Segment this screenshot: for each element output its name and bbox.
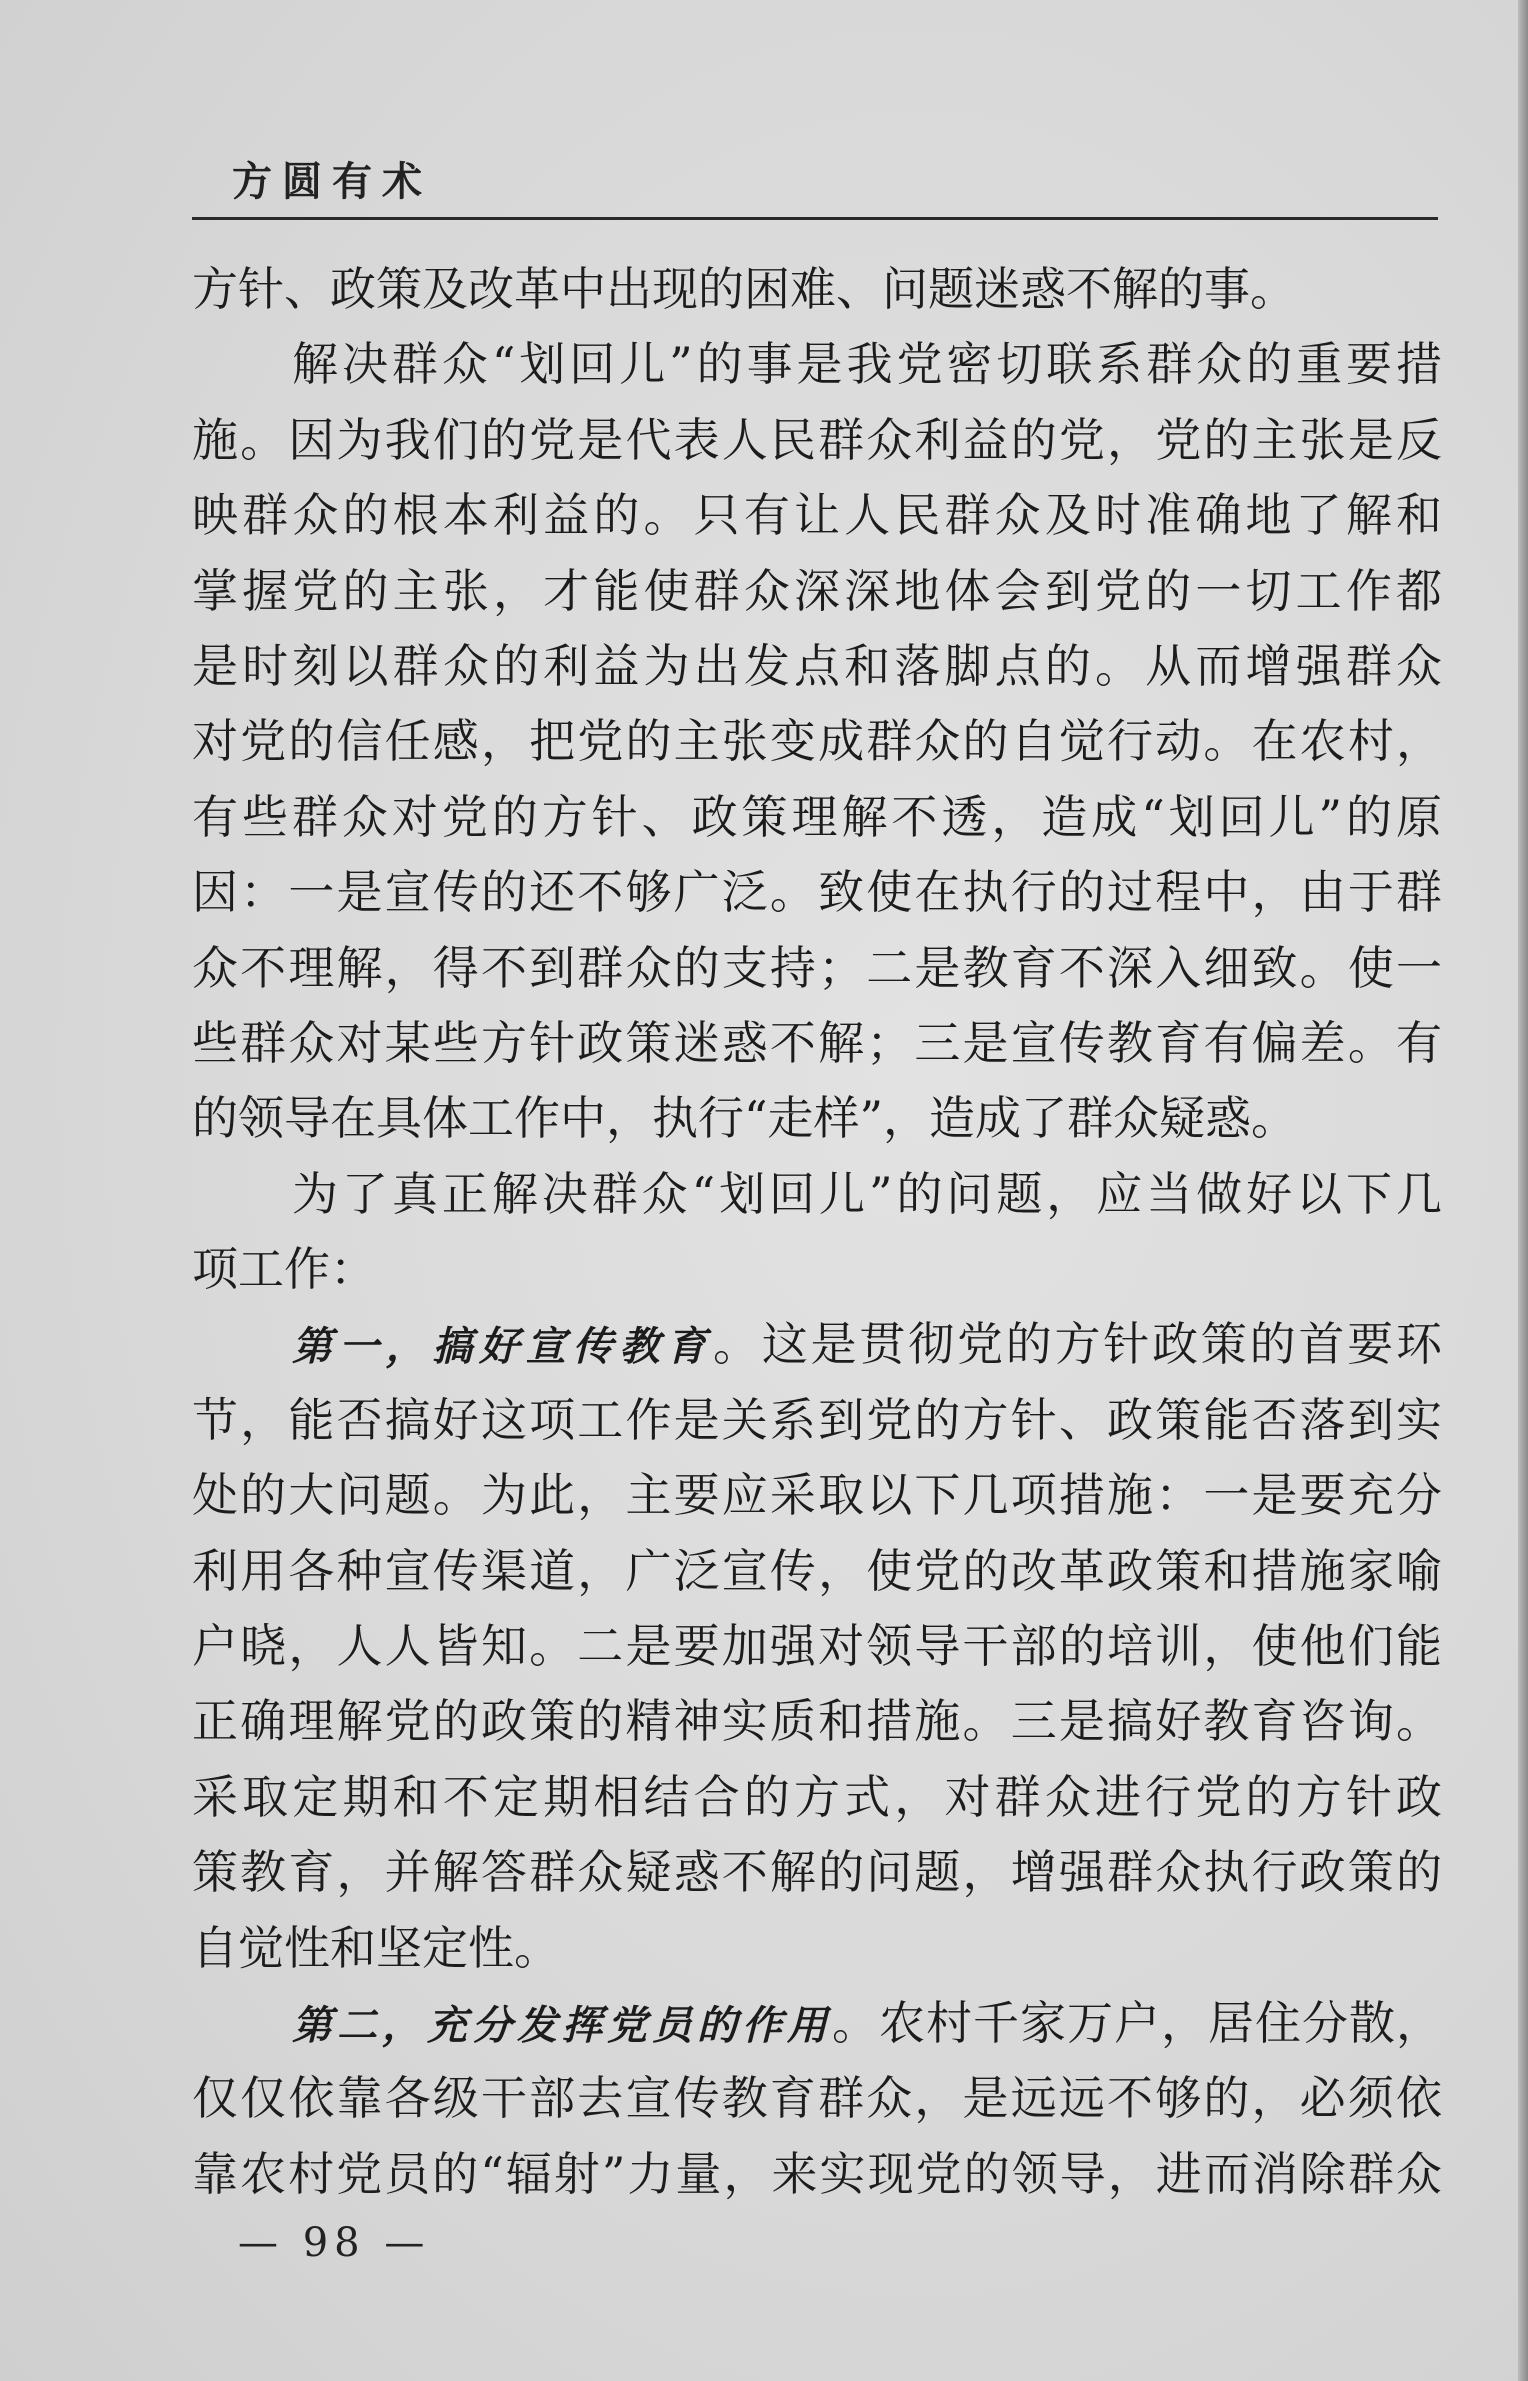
body-text bbox=[192, 252, 1442, 2212]
text-line bbox=[192, 2061, 1442, 2136]
text-line bbox=[192, 704, 1442, 779]
header-rule bbox=[192, 217, 1438, 220]
line-text: 利用各种宣传渠道，广泛宣传，使党的改革政策和措施家喻 bbox=[192, 1543, 1442, 1598]
emphasis-heading: 第二，充分发挥党员的作用 bbox=[292, 2002, 832, 2049]
page-edge-shadow bbox=[1518, 0, 1528, 2381]
line-text: 因：一是宣传的还不够广泛。致使在执行的过程中，由于群 bbox=[192, 865, 1442, 920]
text-line bbox=[192, 327, 1442, 402]
text-line bbox=[192, 780, 1442, 855]
line-text: 采取定期和不定期相结合的方式，对群众进行党的方针政 bbox=[192, 1769, 1442, 1824]
text-line bbox=[192, 1911, 1442, 1986]
emphasis-heading: 第一，搞好宣传教育 bbox=[292, 1324, 714, 1371]
text-line bbox=[192, 1986, 1442, 2061]
text-line bbox=[192, 629, 1442, 704]
text-line bbox=[192, 1458, 1442, 1533]
line-text: 处的大问题。为此，主要应采取以下几项措施：一是要充分 bbox=[192, 1468, 1442, 1523]
line-text: 解决群众“划回儿”的事是我党密切联系群众的重要措 bbox=[292, 337, 1442, 392]
line-text: 有些群众对党的方针、政策理解不透，造成“划回儿”的原 bbox=[192, 789, 1442, 844]
line-text: 的领导在具体工作中，执行“走样”，造成了群众疑惑。 bbox=[192, 1091, 1298, 1146]
line-text: 策教育，并解答群众疑惑不解的问题，增强群众执行政策的 bbox=[192, 1845, 1442, 1900]
line-text: 靠农村党员的“辐射”力量，来实现党的领导，进而消除群众 bbox=[192, 2146, 1442, 2201]
text-line bbox=[192, 1609, 1442, 1684]
text-line bbox=[192, 554, 1442, 629]
text-line bbox=[192, 1534, 1442, 1609]
text-line bbox=[192, 1232, 1442, 1307]
line-text: 。这是贯彻党的方针政策的首要环 bbox=[713, 1317, 1443, 1372]
line-text: 户晓，人人皆知。二是要加强对领导干部的培训，使他们能 bbox=[192, 1619, 1442, 1674]
page-number: — 98 — bbox=[238, 2220, 431, 2266]
line-text: 节，能否搞好这项工作是关系到党的方针、政策能否落到实 bbox=[192, 1392, 1442, 1447]
line-text: 正确理解党的政策的精神实质和措施。三是搞好教育咨询。 bbox=[192, 1694, 1442, 1749]
text-line bbox=[192, 1835, 1442, 1910]
line-text: 为了真正解决群众“划回儿”的问题，应当做好以下几 bbox=[292, 1166, 1442, 1221]
text-line bbox=[192, 1081, 1442, 1156]
line-text: 方针、政策及改革中出现的困难、问题迷惑不解的事。 bbox=[192, 262, 1296, 316]
line-text: 仅仅依靠各级干部去宣传教育群众，是远远不够的，必须依 bbox=[192, 2071, 1442, 2126]
text-line bbox=[192, 1307, 1442, 1382]
text-line bbox=[192, 1383, 1442, 1458]
line-text: 众不理解，得不到群众的支持；二是教育不深入细致。使一 bbox=[192, 940, 1442, 995]
line-text: 自觉性和坚定性。 bbox=[192, 1920, 560, 1975]
text-line bbox=[192, 1760, 1442, 1835]
line-text: 对党的信任感，把党的主张变成群众的自觉行动。在农村， bbox=[192, 714, 1442, 769]
line-text: 。农村千家万户，居住分散， bbox=[832, 1995, 1442, 2050]
line-text: 些群众对某些方针政策迷惑不解；三是宣传教育有偏差。有 bbox=[192, 1015, 1442, 1070]
text-line bbox=[192, 931, 1442, 1006]
text-line bbox=[192, 478, 1442, 553]
text-line bbox=[192, 1006, 1442, 1081]
text-line bbox=[192, 252, 1442, 327]
text-line bbox=[192, 2137, 1442, 2212]
line-text: 项工作： bbox=[192, 1242, 376, 1297]
line-text: 映群众的根本利益的。只有让人民群众及时准确地了解和 bbox=[192, 488, 1442, 543]
line-text: 是时刻以群众的利益为出发点和落脚点的。从而增强群众 bbox=[192, 638, 1442, 693]
text-line bbox=[192, 403, 1442, 478]
line-text: 掌握党的主张，才能使群众深深地体会到党的一切工作都 bbox=[192, 563, 1442, 618]
text-line bbox=[192, 1684, 1442, 1759]
running-header: 方圆有术 bbox=[232, 159, 432, 205]
text-line bbox=[192, 1157, 1442, 1232]
text-line bbox=[192, 855, 1442, 930]
line-text: 施。因为我们的党是代表人民群众利益的党，党的主张是反 bbox=[192, 412, 1442, 467]
